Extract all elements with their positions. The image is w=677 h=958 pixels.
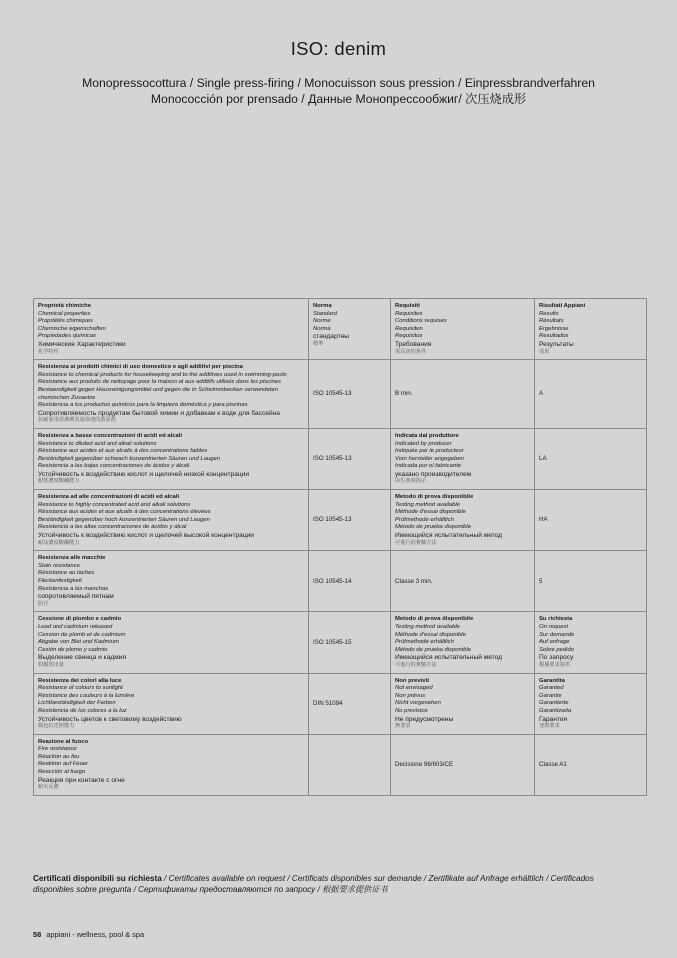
cell-value: Classe 3 min. [395, 577, 433, 585]
result-cell [535, 673, 647, 734]
table-header-row [34, 299, 647, 360]
cell-translation: Garantierte [539, 700, 569, 707]
certificates-lead: Certificati disponibili su richiesta [33, 874, 162, 883]
cell-translation: Prüfmethode erhältlich [395, 516, 454, 523]
cell-translation: Resistance of colours to sunlight [38, 685, 123, 692]
cell-translation: Prüfmethode erhältlich [395, 639, 454, 646]
table-row [34, 490, 647, 551]
cell-translation: Sur demande [539, 631, 575, 638]
cell-russian: Имеющийся испытательный метод [395, 532, 503, 540]
cell-translation: Abgabe von Blei und Kadmium [38, 639, 119, 646]
table-row [34, 673, 647, 734]
cell-russian: Имеющийся испытательный метод [395, 654, 503, 662]
result-cell [535, 490, 647, 551]
cell-russian: Не предусмотрены [395, 715, 454, 723]
property-cell [34, 673, 309, 734]
cell-title: Cessione di piombo e cadmio [38, 616, 122, 623]
requisite-cell [391, 734, 535, 795]
cell-translation: Resistance to diluted acid and alkali solutions [38, 440, 157, 447]
cell-chinese: 耐高濃度酸鹼能力 [38, 539, 80, 546]
cell-translation: Resistencia a las altas concentraciones de ácidos y álcal [38, 524, 187, 531]
result-cell [535, 734, 647, 795]
cell-chinese: 耐低濃度酸鹼能力 [38, 478, 80, 485]
certificates-note [33, 874, 633, 895]
property-cell [34, 428, 309, 489]
cell-value: Classe A1 [539, 760, 567, 768]
requisite-cell [391, 490, 535, 551]
cell-translation: Sobre pedido [539, 646, 575, 653]
cell-translation: Nicht vorgesehen [395, 700, 441, 707]
cell-title: Resistenza alle macchie [38, 555, 106, 562]
cell-translation: Résistance aux acides et aux alcalis à des concentrations élevées [38, 509, 211, 516]
table-row [34, 734, 647, 795]
cell-chinese: 由生產商指示 [395, 478, 427, 485]
cell-translation: Beständigkeit gegenüber schwach konzentrierten Säuren und Laugen [38, 455, 221, 462]
cell-translation: Método de prueba disponible [395, 524, 471, 531]
cell-translation: Indicated by producer [395, 440, 452, 447]
cell-translation: Indicada por el fabricante [395, 463, 462, 470]
standard-cell [309, 360, 391, 429]
standard-cell [309, 734, 391, 795]
cell-chinese: 顏色抗光照能力 [38, 723, 75, 730]
cell-translation: Cesión de plomo y cadmio [38, 646, 108, 653]
requisite-cell [391, 428, 535, 489]
cell-translation: Resistencia a los productos químicos para la limpieza doméstica y para piscinas [38, 402, 248, 409]
cell-translation: Réaction au feu [38, 753, 80, 760]
cell-chinese: 抗耐家用清潔劑及遊泳池的游泳池 [38, 417, 116, 424]
cell-chinese: 根據要求提供 [539, 661, 571, 668]
cell-russian: Гарантия [539, 715, 568, 723]
cell-translation: Garantie [539, 692, 562, 699]
cell-translation: Resistance to chemical products for housekeeping and to the additives used in swimming-pools [38, 371, 287, 378]
cell-translation: On request [539, 623, 569, 630]
cell-chinese: 可進行的實驗方法 [395, 661, 437, 668]
page-title: ISO: denim [290, 38, 387, 59]
cell-title: Resistenza ad alte concentrazioni di acidi ed alcali [38, 494, 180, 501]
cell-translation: Cession de plomb et de cadmium [38, 631, 126, 638]
cell-title: Resistenza dei colori alla luce [38, 677, 122, 684]
table-row [34, 428, 647, 489]
footer-text: appiani - wellness, pool & spa [46, 930, 145, 939]
cell-translation: Resistencia a las manchas [38, 585, 109, 592]
cell-value: HA [539, 516, 548, 524]
cell-value: B min. [395, 390, 413, 398]
cell-translation: Garanted [539, 685, 564, 692]
cell-translation: Méthode d'essai disponible [395, 631, 466, 638]
cell-russian: указано производителем [395, 470, 472, 478]
cell-translation: Lichtbeständigkeit der Farben [38, 700, 116, 707]
header-standard: Norma Standard Norme Norma стандартны 標準 [309, 299, 391, 360]
cell-title: Metodo di prova disponibile [395, 616, 474, 623]
cell-russian: Сопротивляемость продуктам бытовой химии и добавкам к воде для бассейна [38, 409, 280, 417]
cell-value: LA [539, 455, 547, 463]
standard-value: ISO 10545-13 [313, 390, 352, 398]
property-cell [34, 551, 309, 612]
cell-value: Decisione 96/603/CE [395, 760, 454, 768]
cell-translation: Lead and cadmium released [38, 623, 113, 630]
cell-translation: Garantizada [539, 707, 572, 714]
cell-chinese: 達到要求 [539, 723, 560, 730]
cell-chinese: 耐火反應 [38, 784, 59, 791]
requisite-cell [391, 551, 535, 612]
header-properties: Proprietà chimiche Chemical properties Propriétés chimiques Chemische eigenschaften Propiedades quimicas Химические Характеристики 化学特性 [34, 299, 309, 360]
standard-value: ISO 10545-15 [313, 638, 352, 646]
cell-translation: Stain resistance [38, 562, 80, 569]
property-cell [34, 490, 309, 551]
cell-russian: Устойчивость цветов к световому воздействию [38, 715, 182, 723]
table-row [34, 551, 647, 612]
standard-cell [309, 673, 391, 734]
cell-translation: Bestaendigkeit gegen Hausreinigungsmittel und gegen die in Schwimmbecken verwendeten chemischen Zusaetze [38, 386, 279, 401]
cell-title: Indicata dal produttore [395, 432, 459, 439]
cell-title: Metodo di prova disponibile [395, 494, 474, 501]
cell-translation: Testing method available [395, 501, 460, 508]
cell-value: 5 [539, 577, 543, 585]
cell-translation: Résistance au taches [38, 570, 95, 577]
cell-title: Garantita [539, 677, 565, 684]
result-cell [535, 360, 647, 429]
cell-translation: Método de prueba disponible [395, 646, 471, 653]
property-cell [34, 360, 309, 429]
cell-translation: Testing method available [395, 623, 460, 630]
cell-translation: Résistance aux produits de nettoyage pour la maison at aux additifs utilisés dans les piscines [38, 379, 281, 386]
requisite-cell [391, 612, 535, 673]
result-cell [535, 551, 647, 612]
cell-translation: Resistance to highly concentrated acid and alkali solutions [38, 501, 191, 508]
cell-russian: сопротивляемый пятнам [38, 593, 114, 601]
cell-title: Resistenza a basse concentrazioni di acidi ed alcali [38, 432, 183, 439]
result-cell [535, 428, 647, 489]
cell-translation: Fire resistance [38, 746, 77, 753]
table-row [34, 612, 647, 673]
requisite-cell [391, 673, 535, 734]
cell-translation: Méthode d'essai disponible [395, 509, 466, 516]
standard-cell [309, 428, 391, 489]
cell-translation: Fleckenfestigkeit [38, 578, 82, 584]
cell-translation: Auf anfrage [539, 639, 570, 646]
page-footer [33, 930, 144, 939]
cell-translation: No previstos [395, 707, 428, 714]
cell-translation: Résistance aux acides et aux alcalis à des concentrations faibles [38, 448, 208, 455]
subtitle-line-2: Monococción por prensado / Данные Монопрессообжиг/ 次压烧成形 [150, 92, 527, 106]
requisite-cell [391, 360, 535, 429]
cell-russian: Устойчивость к воздействию кислот и щелочей низкой концентрации [38, 470, 250, 478]
page-subtitle [0, 75, 677, 107]
cell-chinese: 無要求 [395, 723, 411, 730]
cell-title: Reazione al fuoco [38, 738, 89, 745]
page-number: 58 [33, 930, 42, 939]
cell-title: Resistenza ai prodotti chimici di uso domestico e agli additivi per piscina [38, 364, 243, 371]
cell-translation: Vom hersteller angegeben [395, 455, 464, 462]
cell-translation: Non prévus [395, 692, 426, 699]
cell-translation: Resistencia a las bajas concentraciones de ácidos y álcali [38, 463, 190, 470]
cell-value: A [539, 390, 544, 398]
certificates-translations: / Certificates available on request / Certificats disponibles sur demande / Zertifikate auf Anfrage erhältlich / Certificados disponibles sobre pregunta / Сертификаты предоставляются по запросу / 根据要求提供证书 [33, 874, 594, 894]
standard-value: DIN 51094 [313, 699, 343, 707]
cell-title: Non previsti [395, 677, 430, 684]
standard-value: ISO 10545-14 [313, 577, 352, 585]
header-requisites: Requisiti Requisites Conditions requises Requisiten Requisitos Требования 需具备的条件 [391, 299, 535, 360]
standard-cell [309, 612, 391, 673]
property-cell [34, 734, 309, 795]
property-cell [34, 612, 309, 673]
result-cell [535, 612, 647, 673]
cell-translation: Not envisaged [395, 685, 433, 692]
standard-value: ISO 10545-13 [313, 516, 352, 524]
cell-russian: Выделение свинца и кадмия [38, 654, 127, 662]
cell-title: Su richiesta [539, 616, 573, 623]
cell-chinese: 防汙 [38, 600, 49, 607]
cell-translation: Résistance des couleurs à la lumière [38, 692, 135, 699]
cell-translation: Resistencia de los colores a la luz [38, 707, 127, 714]
table-row [34, 360, 647, 429]
subtitle-line-1: Monopressocottura / Single press-firing / Monocuisson sous pression / Einpressbrandverfahren [82, 76, 595, 90]
cell-chinese: 可進行的實驗方法 [395, 539, 437, 546]
cell-translation: Indiquée par le producteur [395, 448, 464, 455]
cell-russian: Устойчивость к воздействию кислот и щелочей высокой концентрации [38, 532, 254, 540]
cell-translation: Beständigkeit gegenüber hoch konzentrierten Säuren und Laugen [38, 516, 210, 523]
cell-russian: По запросу [539, 654, 574, 662]
cell-translation: Reacción al fuego [38, 769, 86, 776]
standard-value: ISO 10545-13 [313, 455, 352, 463]
chemical-properties-table [33, 298, 647, 796]
standard-cell [309, 551, 391, 612]
header-results: Risultati Appiani Results Résultats Ergebnisse Resultados Результаты 成果 [535, 299, 647, 360]
cell-chinese: 鉛鎘溶出量 [38, 661, 64, 668]
cell-translation: Reaktion auf Feuer [38, 761, 89, 768]
cell-russian: Реакция при контакте с огне [38, 776, 125, 784]
standard-cell [309, 490, 391, 551]
